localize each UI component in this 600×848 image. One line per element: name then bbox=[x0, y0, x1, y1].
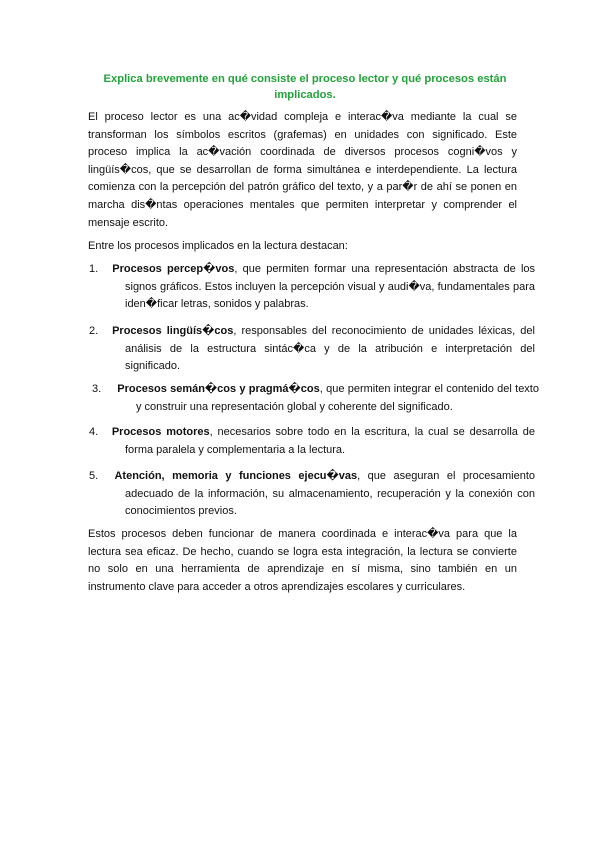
intro-paragraph: El proceso lector es una ac�vidad compleja e interac�va mediante la cual se transforman los símbolos escritos (grafemas) en unidades con significado. Este proceso implica la ac�vación coordinada de diversos procesos cogni�vos y lingüís�cos, que se desarrollan de forma simultánea e interdependiente. La lectura comienza con la percepción del patrón gráfico del texto, y a par�r de ahí se ponen en marcha dis�ntas operaciones mentales que permiten interpretar y comprender el mensaje escrito. bbox=[88, 111, 517, 229]
list-item-name: Procesos motores bbox=[111, 426, 210, 438]
list-intro: Entre los procesos implicados en la lectura destacan: bbox=[88, 240, 348, 252]
list-item-name: Procesos semán�cos y pragmá�cos bbox=[117, 383, 320, 395]
list-item: 1. Procesos percep�vos, que permiten formar una representación abstracta de los signos gráficos. Estos incluyen la percepción visual y audi�va, fundamentales para iden�ficar letras, sonidos y palabras. bbox=[89, 263, 536, 311]
list-item: 3. Procesos semán�cos y pragmá�cos, que permiten integrar el contenido del texto y construir una representación global y coherente del significado. bbox=[92, 383, 539, 413]
list-item-name: Atención, memoria y funciones ejecu�vas bbox=[114, 470, 358, 482]
list-item-text: , necesarios sobre todo en la escritura, la cual se desarrolla de forma paralela y complementaria a la lectura. bbox=[125, 426, 535, 456]
list-item-name: Procesos percep�vos bbox=[112, 263, 235, 275]
list-item: 2. Procesos lingüís�cos, responsables del reconocimiento de unidades léxicas, del análisis de la estructura sintác�ca y de la atribución e interpretación del significado. bbox=[89, 325, 535, 373]
list-item-text: , responsables del reconocimiento de unidades léxicas, del análisis de la estructura sintác�ca y de la atribución e interpretación del significado. bbox=[125, 325, 535, 373]
closing-paragraph: Estos procesos deben funcionar de manera coordinada e interac�va para que la lectura sea eficaz. De hecho, cuando se logra esta integración, la lectura se convierte no solo en una herramienta de aprendizaje en sí misma, sino también en un instrumento clave para acceder a otros aprendizajes escolares y curriculares. bbox=[88, 528, 517, 593]
list-item: 5. Atención, memoria y funciones ejecu�vas, que aseguran el procesamiento adecuado de la información, su almacenamiento, recuperación y la conexión con conocimientos previos. bbox=[89, 470, 536, 518]
document-title: Explica brevemente en qué consiste el proceso lector y qué procesos están implicados. bbox=[103, 73, 507, 101]
list-item: 4. Procesos motores, necesarios sobre todo en la escritura, la cual se desarrolla de forma paralela y complementaria a la lectura. bbox=[89, 426, 535, 456]
list-item-text: , que permiten integrar el contenido del texto y construir una representación global y coherente del significado. bbox=[136, 383, 539, 413]
list-item-text: , que aseguran el procesamiento adecuado de la información, su almacenamiento, recuperación y la conexión con conocimientos previos. bbox=[125, 470, 536, 518]
list-item-name: Procesos lingüís�cos bbox=[112, 325, 234, 337]
list-item-text: , que permiten formar una representación abstracta de los signos gráficos. Estos incluyen la percepción visual y audi�va, fundamentales para iden�ficar letras, sonidos y palabras. bbox=[125, 263, 536, 311]
